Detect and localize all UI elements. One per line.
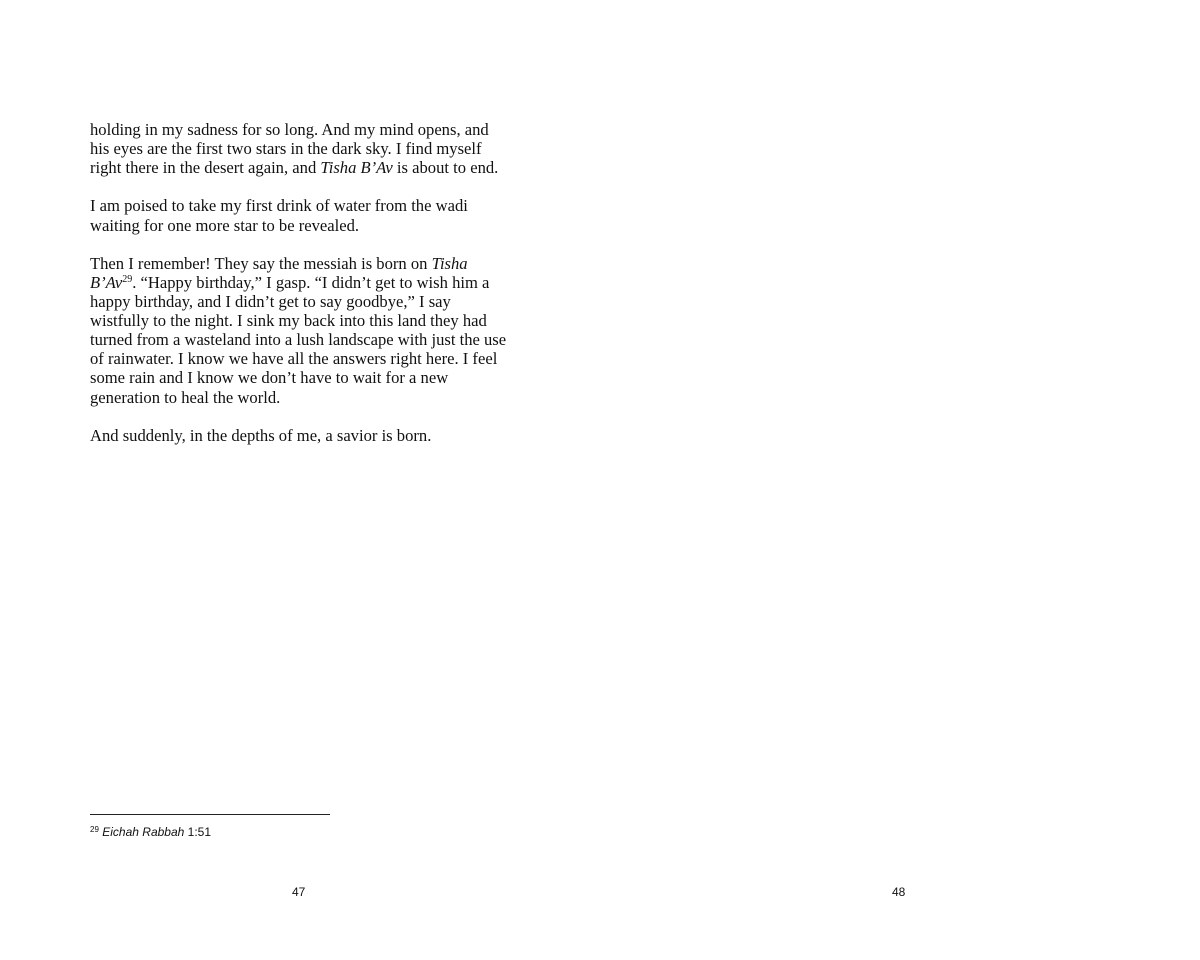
footnote-marker: 29 xyxy=(90,825,99,834)
text-line xyxy=(90,196,515,215)
italic-text: Tisha B’Av xyxy=(320,158,393,178)
text-run: happy birthday, and I didn’t get to say goodbye,” I say xyxy=(90,292,451,312)
text-line xyxy=(90,311,515,330)
text-run: holding in my sadness for so long. And my mind opens, and xyxy=(90,120,489,139)
page-number-left: 47 xyxy=(292,885,306,899)
text-line xyxy=(90,292,515,311)
text-line xyxy=(90,216,515,235)
text-run: is about to end. xyxy=(392,158,499,178)
text-run: wistfully to the night. I sink my back into this land they had xyxy=(90,311,487,331)
text-run: of rainwater. I know we have all the answers right here. I feel xyxy=(90,349,498,369)
italic-text: Tisha xyxy=(431,253,468,273)
footnote-reference-marker: 29 xyxy=(122,273,133,285)
text-run: his eyes are the first two stars in the dark sky. I find myself xyxy=(90,139,482,159)
text-run: Then I remember! They say the messiah is born on xyxy=(90,253,432,273)
text-run: turned from a wasteland into a lush landscape with just the use xyxy=(90,330,507,350)
footnote-source-title: Eichah Rabbah xyxy=(102,825,185,839)
text-run: some rain and I know we don’t have to wait for a new xyxy=(90,368,449,388)
paragraph xyxy=(90,120,515,177)
page-number-right: 48 xyxy=(892,885,906,899)
text-line xyxy=(90,139,515,158)
body-text xyxy=(90,120,515,464)
footnote xyxy=(90,825,211,839)
text-run: right there in the desert again, and xyxy=(90,158,321,178)
text-line xyxy=(90,426,515,445)
text-line xyxy=(90,158,515,177)
right-page xyxy=(600,0,1200,960)
text-line xyxy=(90,349,515,368)
paragraph xyxy=(90,254,515,407)
footnote-separator xyxy=(90,814,330,815)
text-line xyxy=(90,330,515,349)
footnote-reference: 1:51 xyxy=(184,825,212,839)
text-line xyxy=(90,368,515,387)
paragraph xyxy=(90,426,515,445)
paragraph xyxy=(90,196,515,234)
text-line xyxy=(90,273,515,292)
text-run: . “Happy birthday,” I gasp. “I didn’t get to wish him a xyxy=(132,272,490,292)
text-line xyxy=(90,388,515,407)
text-run: I am poised to take my first drink of water from the wadi xyxy=(90,196,468,216)
text-run: generation to heal the world. xyxy=(90,387,281,407)
italic-text: B’Av xyxy=(90,272,123,292)
text-line xyxy=(90,120,515,139)
text-line xyxy=(90,254,515,273)
text-run: waiting for one more star to be revealed. xyxy=(90,215,360,235)
text-run: And suddenly, in the depths of me, a savior is born. xyxy=(90,425,432,445)
